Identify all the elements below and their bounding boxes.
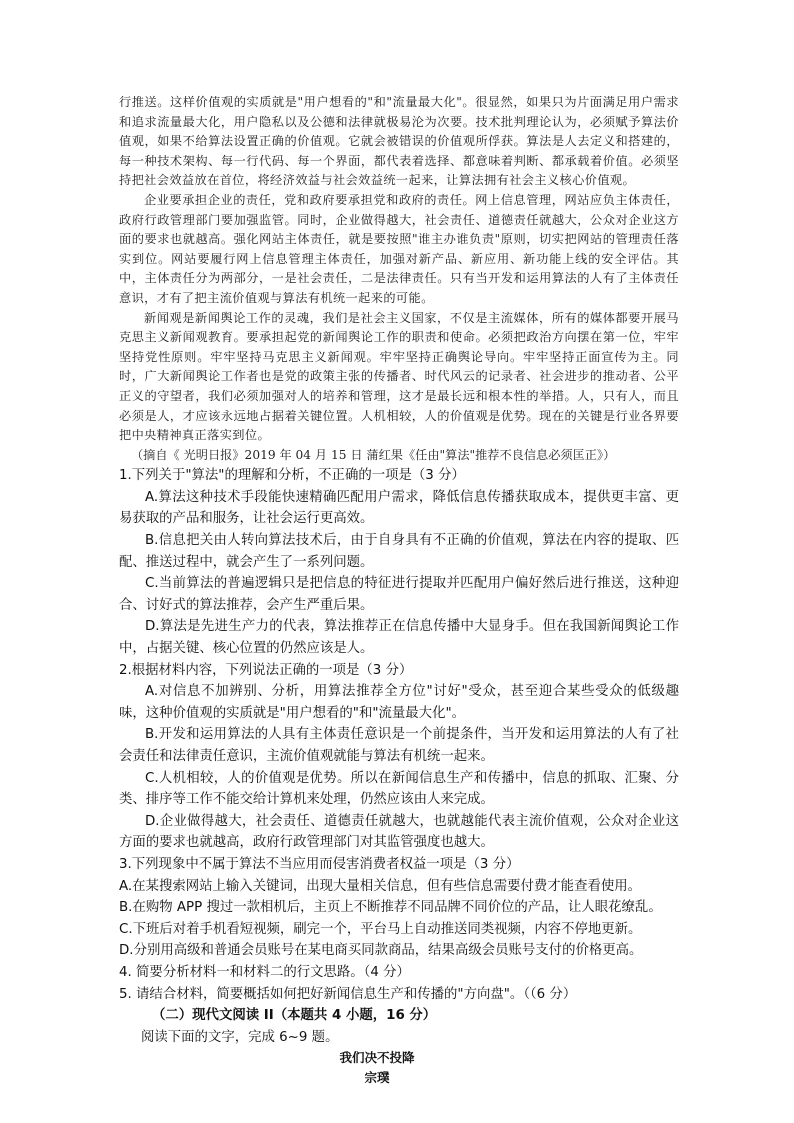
question-1: 1.下列关于"算法"的理解和分析，不正确的一项是（3 分） (119, 468, 465, 484)
article-paragraph-2: 企业要承担企业的责任，党和政府要承担党和政府的责任。网上信息管理，网站应负主体责任，政府行政管理部门要加强监管。同时，企业做得越大，社会责任、道德责任就越大，公众对企业这方面的要求也就越高。强化网站主体责任，就是要按照"谁主办谁负责"原则，切实把网站的管理责任落实到位。网站要履行网上信息管理主体责任，加强对新产品、新应用、新功能上线的安全评估。其中，主体责任分为两部分，一是社会责任，二是法律责任。只有当开发和运用算法的人有了主体责任意识，才有了把主流价值观与算法有机统一起来的可能。 (119, 192, 679, 305)
question-3: 3.下列现象中不属于算法不当应用而侵害消费者权益一项是（3 分） (119, 856, 520, 872)
article-source: （摘自《 光明日报》2019 年 04 月 15 日 蒲红果《任由"算法"推荐不良信息必须匡正》） (131, 447, 616, 462)
question-1-option-a: A.算法这种技术手段能快速精确匹配用户需求，降低信息传播获取成本，提供更丰富、更易获取的产品和服务，让社会运行更高效。 (119, 489, 679, 527)
question-2: 2.根据材料内容，下列说法正确的一项是（3 分） (119, 662, 413, 678)
question-2-option-c: C.人机相较，人的价值观是优势。所以在新闻信息生产和传播中，信息的抓取、汇聚、分类、排序等工作不能交给计算机来处理，仍然应该由人来完成。 (119, 770, 679, 808)
article-paragraph-3: 新闻观是新闻舆论工作的灵魂，我们是社会主义国家，不仅是主流媒体，所有的媒体都要开展马克思主义新闻观教育。要承担起党的新闻舆论工作的职责和使命。必须把政治方向摆在第一位，牢牢坚持党性原则。牢牢坚持马克思主义新闻观。牢牢坚持正确舆论导向。牢牢坚持正面宣传为主。同时，广大新闻舆论工作者也是党的政策主张的传播者、时代风云的记录者、社会进步的推动者、公平正义的守望者，我们必须加强对人的培养和管理，这才是最长远和根本性的举措。人，只有人，而且必须是人，才应该永远地占据着关键位置。人机相较，人的价值观是优势。现在的关键是行业各界要把中央精神真正落实到位。 (119, 310, 679, 443)
question-3-option-c: C.下班后对着手机看短视频，刷完一个，平台马上自动推送同类视频，内容不停地更新。 (119, 921, 642, 937)
article-paragraph-1: 行推送。这样价值观的实质就是"用户想看的"和"流量最大化"。很显然，如果只为片面满足用户需求和追求流量最大化，用户隐私以及公德和法律就极易沦为次要。技术批判理论认为，必须赋予算法价值观，如果不给算法设置正确的价值观。它就会被错误的价值观所俘获。算法是人去定义和搭建的，每一种技术架构、每一行代码、每一个界面，都代表着选择、都意味着判断、都承载着价值。必须坚持把社会效益放在首位，将经济效益与社会效益统一起来，让算法拥有社会主义核心价值观。 (119, 95, 679, 188)
passage-author: 宗璞 (364, 1070, 390, 1086)
question-1-option-c: C.当前算法的普遍逻辑只是把信息的特征进行提取并匹配用户偏好然后进行推送，这种迎合、讨好式的算法推荐，会产生严重后果。 (119, 576, 679, 613)
question-1-option-b: B.信息把关由人转向算法技术后，由于自身具有不正确的价值观，算法在内容的提取、匹配、推送过程中，就会产生了一系列问题。 (119, 533, 679, 570)
question-4: 4. 简要分析材料一和材料二的行文思路。（4 分） (119, 964, 410, 980)
question-3-option-d: D.分别用高级和普通会员账号在某电商买同款商品，结果高级会员账号支付的价格更高。 (119, 943, 643, 959)
passage-title: 我们决不投降 (339, 1050, 415, 1066)
question-1-option-d: D.算法是先进生产力的代表，算法推荐正在信息传播中大显身手。但在我国新闻舆论工作中，占据关键、核心位置的仍然应该是人。 (119, 619, 679, 657)
question-2-option-b: B.开发和运用算法的人具有主体责任意识是一个前提条件，当开发和运用算法的人有了社会责任和法律责任意识，主流价值观就能与算法有机统一起来。 (119, 727, 679, 764)
document-page (119, 93, 679, 1088)
question-3-option-a: A.在某搜索网站上输入关键词，出现大量相关信息，但有些信息需要付费才能查看使用。 (119, 878, 642, 894)
question-3-option-b: B.在购物 APP 搜过一款相机后，主页上不断推荐不同品牌不同价位的产品，让人眼花缭乱。 (119, 900, 662, 916)
section-heading: （二）现代文阅读 II（本题共 4 小题，16 分） (152, 1008, 437, 1024)
question-5: 5. 请结合材料，简要概括如何把好新闻信息生产和传播的"方向盘"。（（6 分） (119, 986, 577, 1002)
section-instruction: 阅读下面的文字，完成 6~9 题。 (141, 1029, 339, 1045)
question-2-option-a: A.对信息不加辨别、分析，用算法推荐全方位"讨好"受众，甚至迎合某些受众的低级趣味，这种价值观的实质就是"用户想看的"和"流量最大化"。 (119, 684, 679, 721)
question-2-option-d: D.企业做得越大，社会责任、道德责任就越大，也就越能代表主流价值观，公众对企业这方面的要求也就越高，政府行政管理部门对其监管强度也越大。 (119, 813, 679, 851)
